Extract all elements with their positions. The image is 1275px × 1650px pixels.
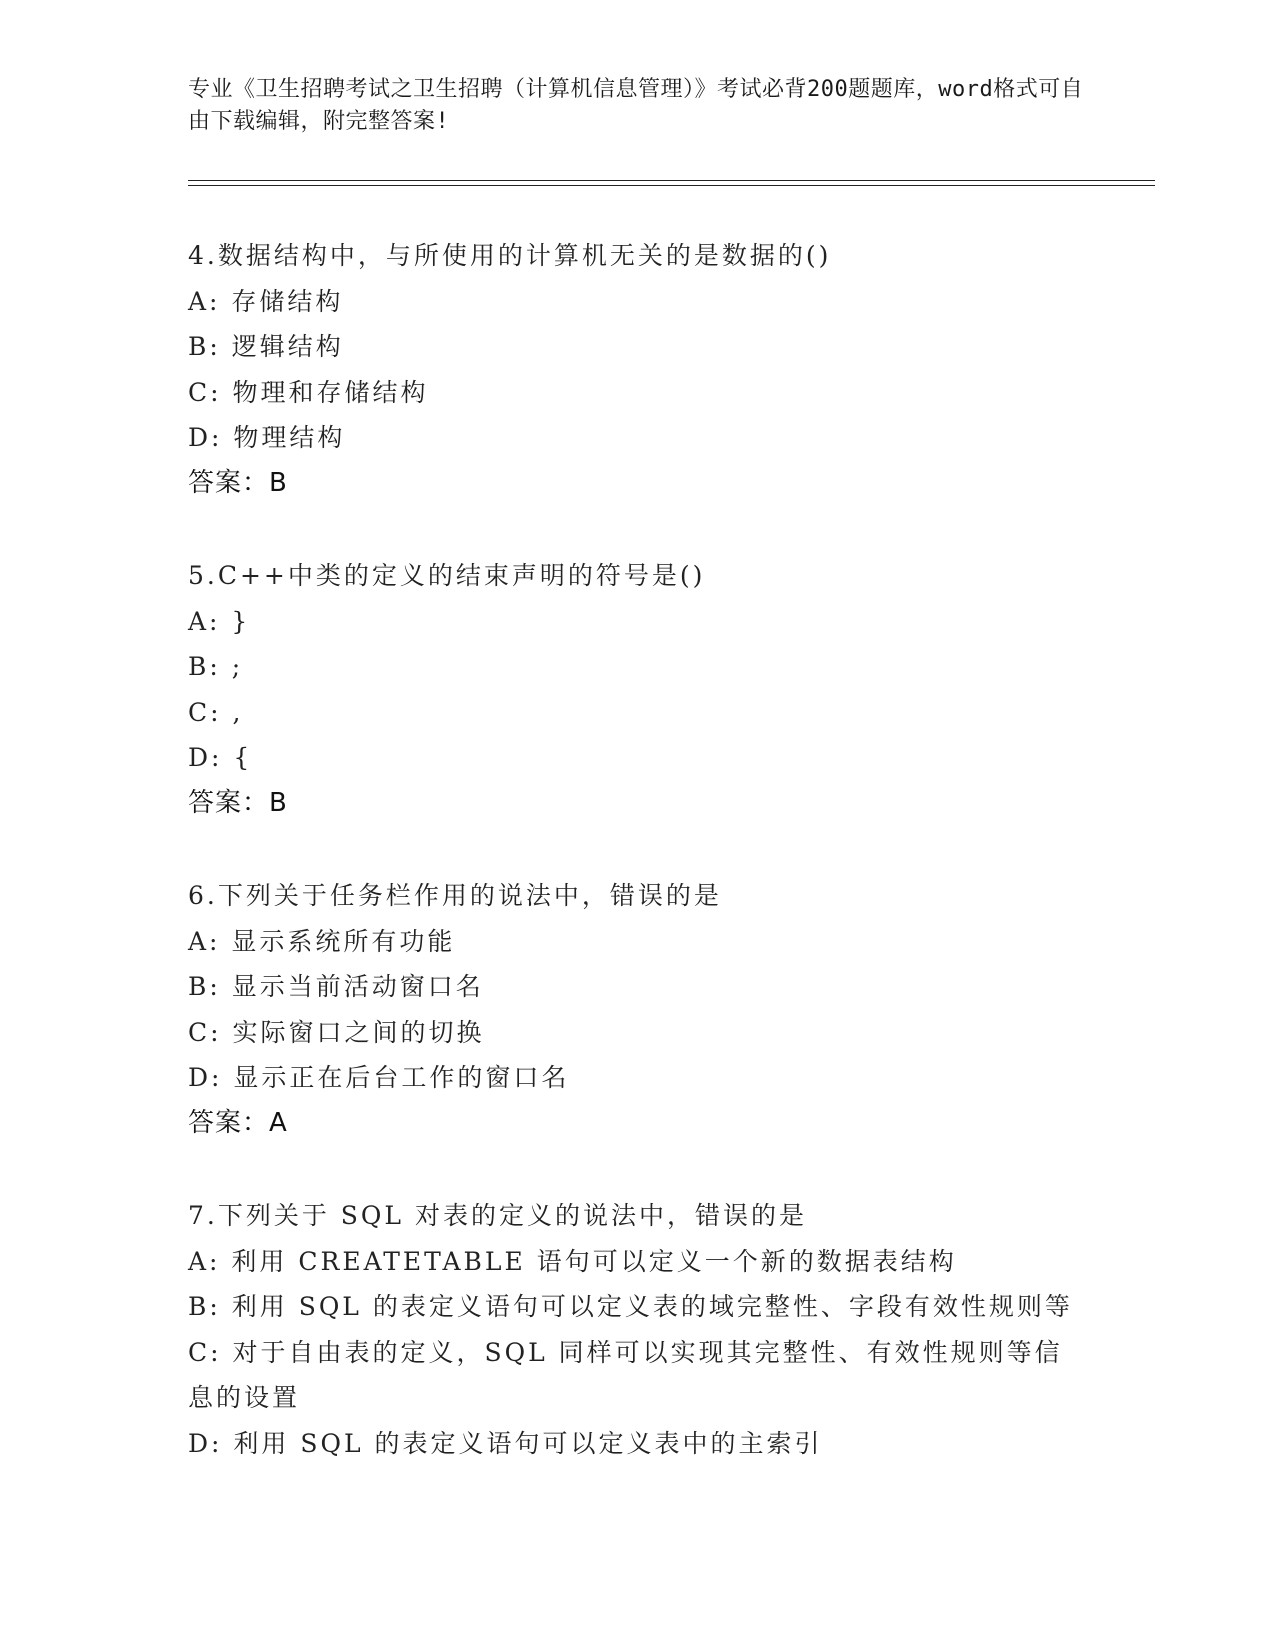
option-b: B: ; (188, 652, 244, 681)
question-4 (188, 233, 1088, 506)
option-d: D: 显示正在后台工作的窗口名 (188, 1063, 570, 1092)
option-c: C: 物理和存储结构 (188, 377, 429, 407)
question-stem: 4.数据结构中，与所使用的计算机无关的是数据的() (188, 241, 832, 270)
option-d: D: 利用 SQL 的表定义语句可以定义表中的主索引 (188, 1428, 823, 1458)
question-stem: 5.C++中类的定义的结束声明的符号是() (188, 561, 706, 590)
header-divider-bottom (188, 185, 1155, 186)
answer-label: 答案：B (188, 787, 288, 818)
option-b: B: 显示当前活动窗口名 (188, 972, 484, 1001)
question-6 (188, 873, 1088, 1146)
question-5 (188, 553, 1088, 826)
answer-label: 答案：B (188, 467, 288, 498)
option-b: B: 逻辑结构 (188, 332, 344, 361)
question-7 (188, 1193, 1088, 1466)
option-a: A: } (188, 606, 251, 636)
option-c: C: 实际窗口之间的切换 (188, 1017, 485, 1047)
option-a: A: 显示系统所有功能 (188, 926, 456, 956)
answer-label: 答案：A (188, 1107, 288, 1138)
document-header: 专业《卫生招聘考试之卫生招聘（计算机信息管理）》考试必背200题题库，word格式可自由下载编辑，附完整答案! (188, 77, 1084, 134)
option-c: C: , (188, 697, 244, 727)
option-c: C: 对于自由表的定义，SQL 同样可以实现其完整性、有效性规则等信息的设置 (188, 1337, 1063, 1412)
question-stem: 6.下列关于任务栏作用的说法中，错误的是 (188, 881, 722, 910)
question-stem: 7.下列关于 SQL 对表的定义的说法中，错误的是 (188, 1201, 807, 1230)
option-d: D: { (188, 743, 253, 772)
option-a: A: 存储结构 (188, 286, 344, 316)
option-d: D: 物理结构 (188, 423, 346, 452)
option-b: B: 利用 SQL 的表定义语句可以定义表的域完整性、字段有效性规则等 (188, 1292, 1073, 1321)
option-a: A: 利用 CREATETABLE 语句可以定义一个新的数据表结构 (188, 1246, 957, 1276)
header-divider-top (188, 180, 1155, 181)
